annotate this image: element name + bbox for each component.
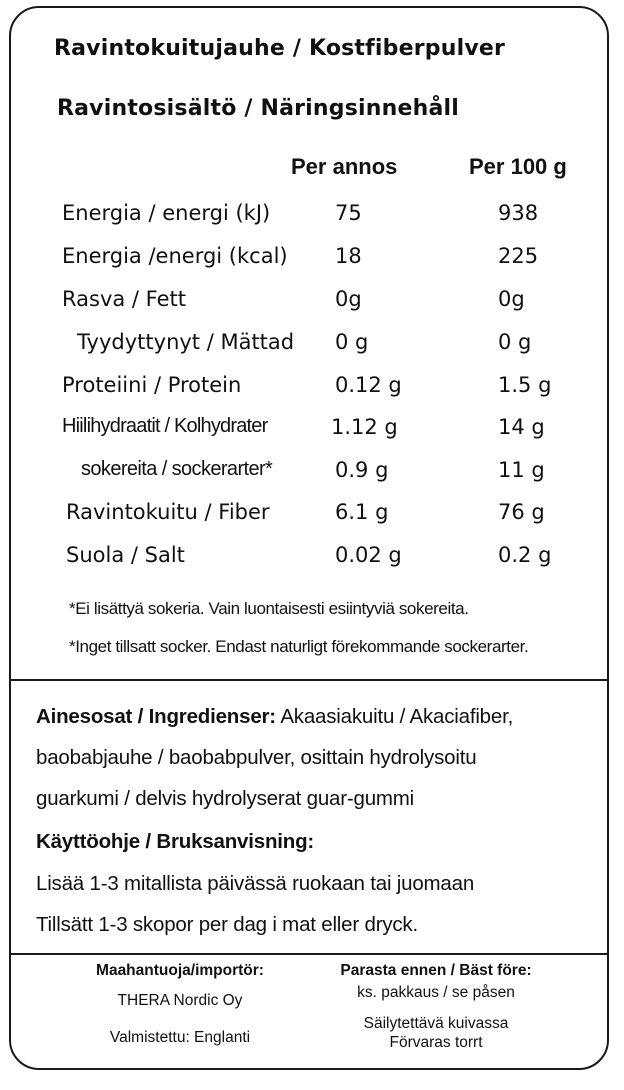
row-per100-value: 0g [498, 287, 525, 311]
row-per100-value: 76 g [498, 500, 545, 524]
row-per100-value: 0.2 g [498, 543, 552, 567]
usage-fi: Lisää 1-3 mitallista päivässä ruokaan tai juomaan [36, 872, 475, 895]
row-serving-value: 0.12 g [335, 373, 402, 397]
row-serving-value: 18 [335, 244, 362, 268]
row-serving-value: 6.1 g [335, 500, 389, 524]
storage-sv: Förvaras torrt [389, 1034, 483, 1051]
row-serving-value: 0g [335, 287, 362, 311]
nutrition-title: Ravintosisältö / Näringsinnehåll [57, 96, 459, 121]
row-label: sokereita / sockerarter* [81, 458, 273, 480]
usage-heading: Käyttöohje / Bruksanvisning: [36, 830, 315, 853]
row-label: Energia /energi (kcal) [62, 244, 288, 268]
usage-sv: Tillsätt 1-3 skopor per dag i mat eller dryck. [36, 913, 418, 936]
per-100g-header: Per 100 g [469, 154, 567, 179]
section-divider [11, 679, 607, 681]
per-serving-header: Per annos [291, 154, 398, 179]
product-title: Ravintokuitujauhe / Kostfiberpulver [54, 36, 506, 61]
row-per100-value: 11 g [498, 458, 545, 482]
ingredients-text: Akaasiakuitu / Akaciafiber, [280, 705, 514, 728]
best-before-value: ks. pakkaus / se påsen [357, 984, 515, 1001]
row-label: Suola / Salt [66, 543, 185, 567]
ingredients-line-1 [36, 705, 513, 729]
row-serving-value: 0.02 g [335, 543, 402, 567]
row-per100-value: 938 [498, 201, 539, 225]
row-per100-value: 1.5 g [498, 373, 552, 397]
made-in: Valmistettu: Englanti [109, 1029, 251, 1046]
ingredients-line-2: baobabjauhe / baobabpulver, osittain hydrolysoitu [36, 746, 477, 769]
row-label: Proteiini / Protein [62, 373, 242, 397]
row-serving-value: 1.12 g [331, 415, 398, 439]
row-serving-value: 0 g [335, 330, 369, 354]
row-label: Tyydyttynyt / Mättad [77, 330, 295, 354]
row-serving-value: 0.9 g [335, 458, 389, 482]
row-serving-value: 75 [335, 201, 362, 225]
row-label: Hiilihydraatit / Kolhydrater [62, 415, 268, 437]
footer-divider [11, 953, 607, 955]
ingredients-heading: Ainesosat / Ingredienser: [36, 705, 276, 728]
row-per100-value: 14 g [498, 415, 545, 439]
row-label: Energia / energi (kJ) [62, 201, 271, 225]
row-per100-value: 0 g [498, 330, 532, 354]
nutrition-label [9, 6, 609, 1070]
storage-fi: Säilytettävä kuivassa [363, 1015, 509, 1032]
row-label: Ravintokuitu / Fiber [66, 500, 270, 524]
row-label: Rasva / Fett [62, 287, 186, 311]
ingredients-line-3: guarkumi / delvis hydrolyserat guar-gummi [36, 787, 415, 810]
best-before-heading: Parasta ennen / Bäst före: [340, 962, 532, 979]
importer-name: THERA Nordic Oy [117, 992, 243, 1009]
footnote-sv: *Inget tillsatt socker. Endast naturligt förekommande sockerarter. [69, 637, 529, 656]
row-per100-value: 225 [498, 244, 539, 268]
footnote-fi: *Ei lisättyä sokeria. Vain luontaisesti esiintyviä sokereita. [69, 599, 469, 618]
importer-heading: Maahantuoja/importör: [96, 962, 264, 979]
